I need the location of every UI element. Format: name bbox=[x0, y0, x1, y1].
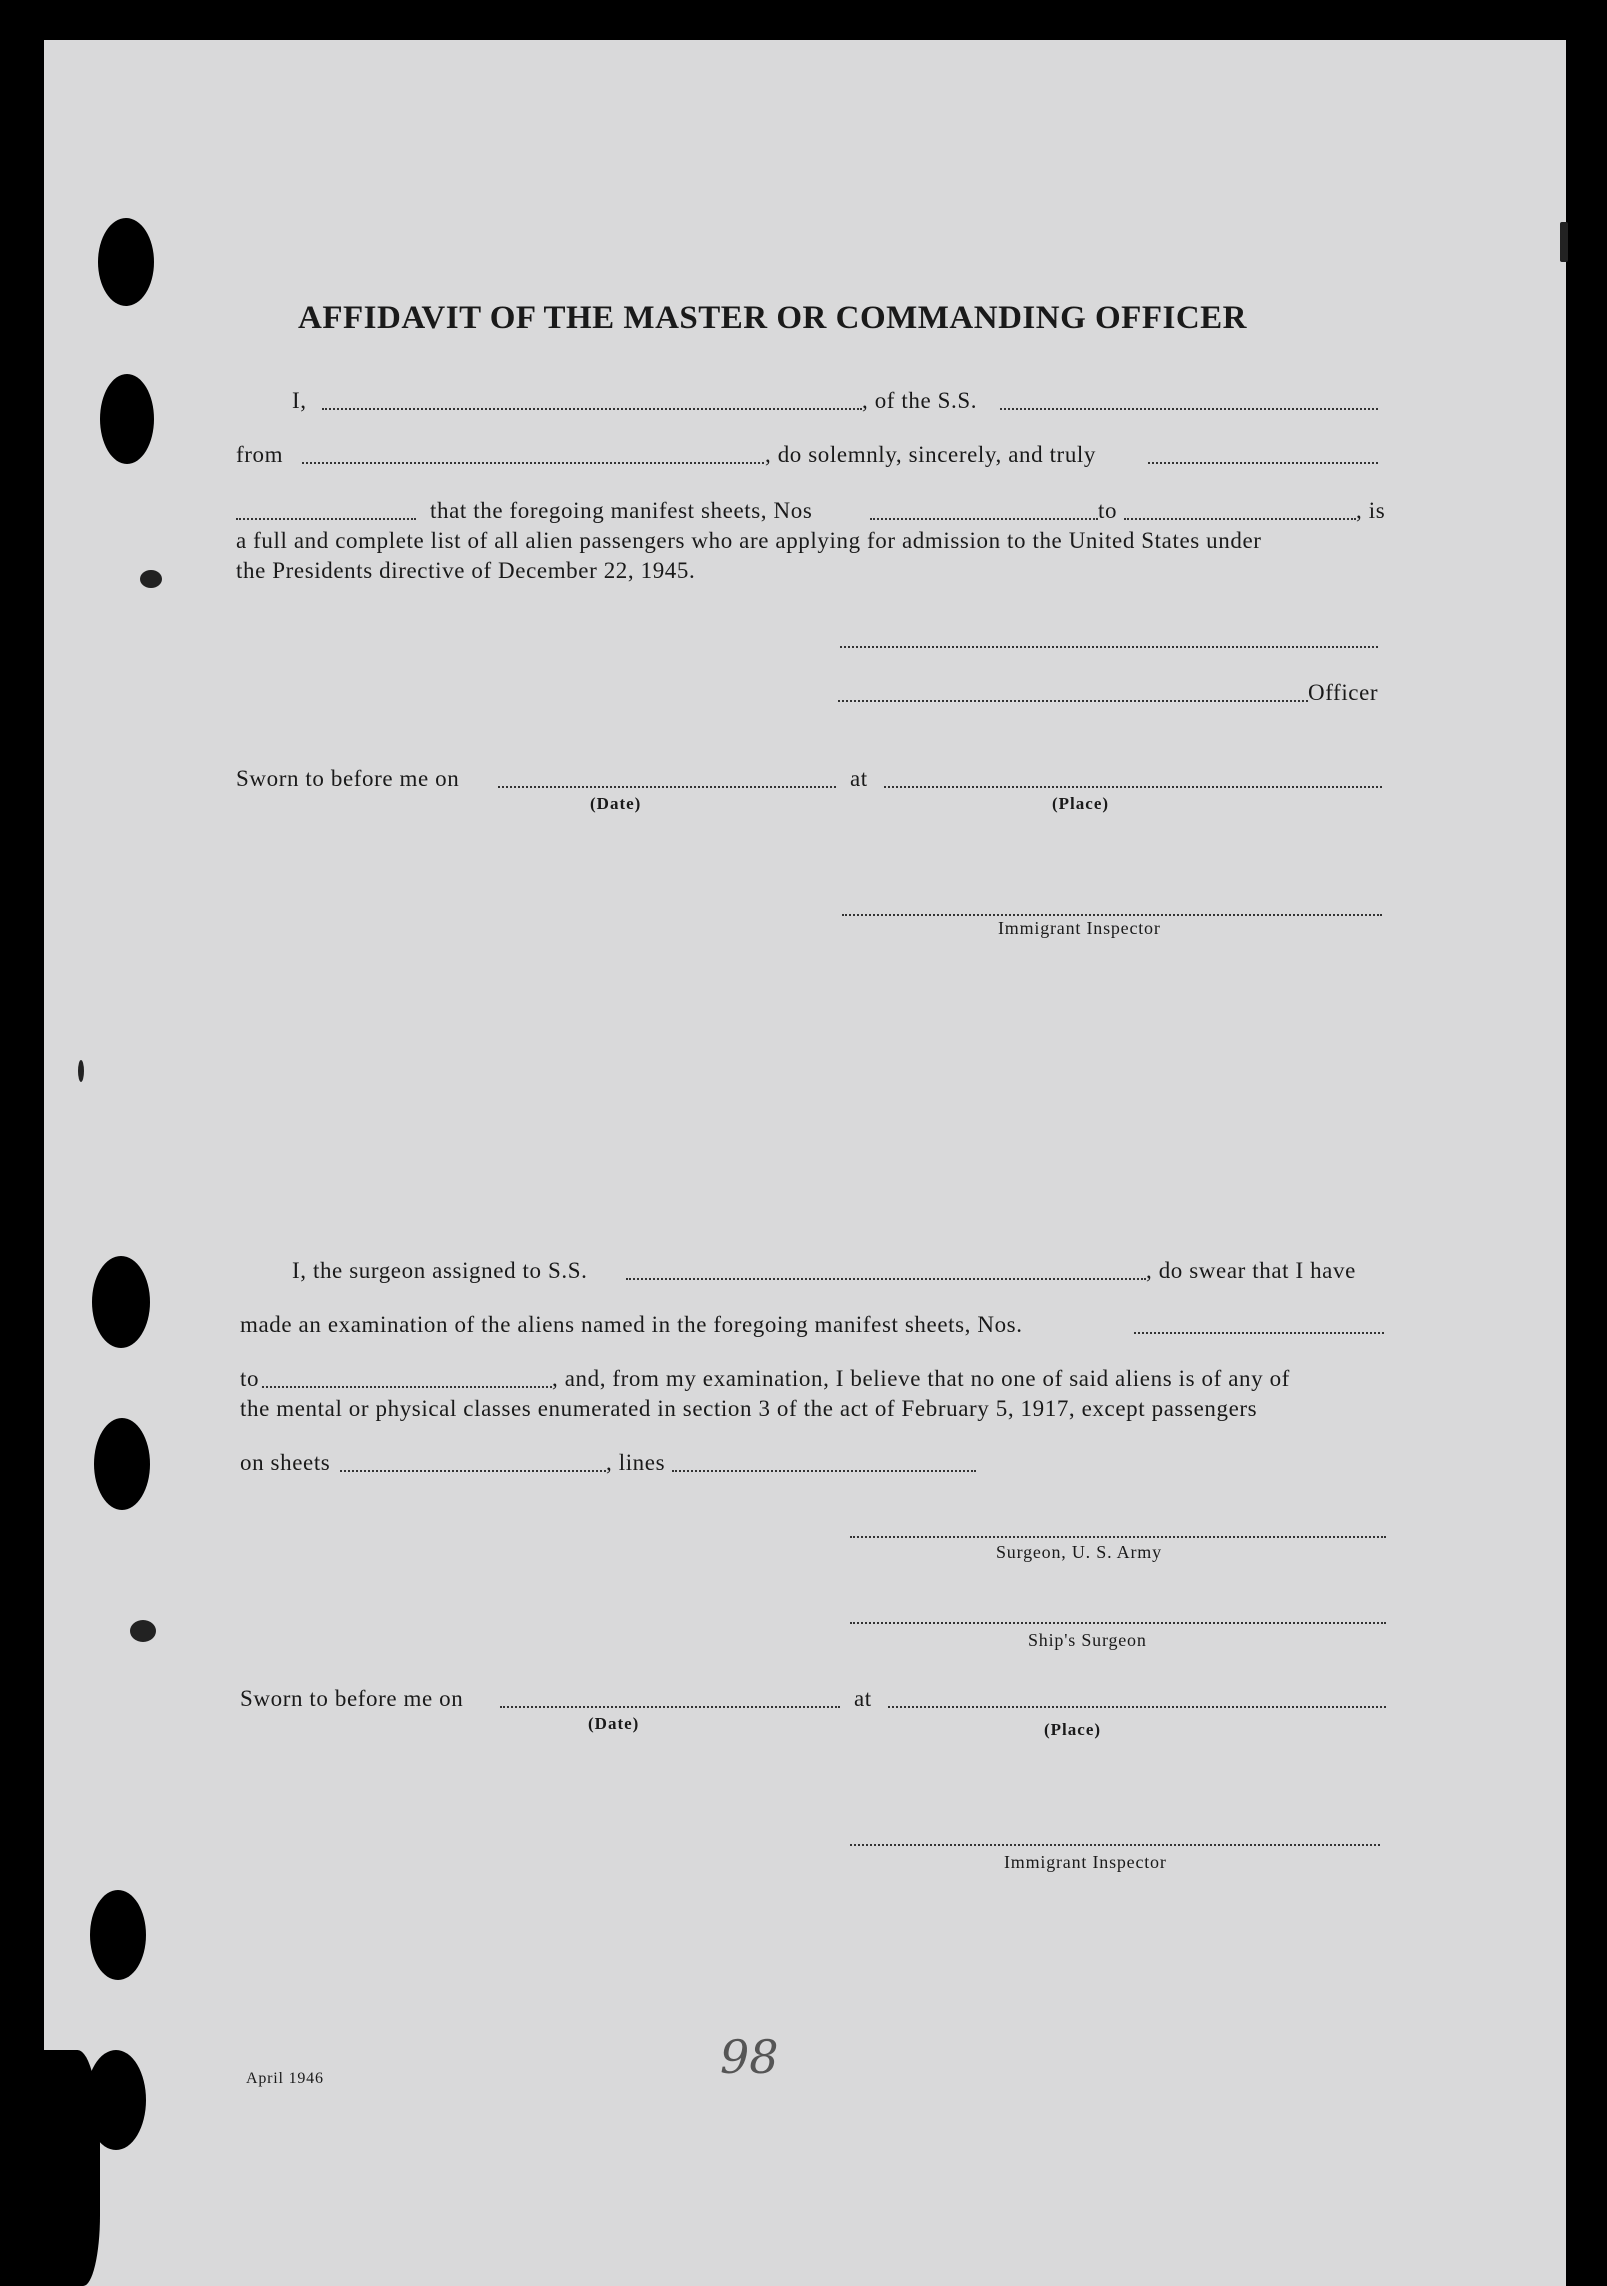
punch-hole bbox=[100, 374, 154, 464]
master-line4: the Presidents directive of December 22, 1945. bbox=[236, 558, 696, 583]
surgeon-sworn-label: Sworn to before me on bbox=[240, 1686, 464, 1711]
master-sworn-label: Sworn to before me on bbox=[236, 766, 460, 791]
foregoing-text: that the foregoing manifest sheets, Nos bbox=[430, 498, 813, 523]
master-inspector-line[interactable] bbox=[842, 914, 1382, 916]
master-i-label: I, bbox=[292, 388, 307, 413]
ship-name-line[interactable] bbox=[1000, 408, 1378, 410]
master-name-line[interactable] bbox=[322, 408, 862, 410]
surgeon-line3-rest: , and, from my examination, I believe that no one of said aliens is of any of bbox=[552, 1366, 1290, 1391]
officer-label: Officer bbox=[1308, 680, 1379, 705]
form-date: April 1946 bbox=[246, 2070, 324, 2087]
surgeon-date-caption: (Date) bbox=[588, 1714, 640, 1733]
form-sheet bbox=[44, 40, 1566, 2286]
punch-hole bbox=[94, 1418, 150, 1510]
speck bbox=[1560, 222, 1568, 262]
swear-text: , do swear that I have bbox=[1146, 1258, 1356, 1283]
ship-surgeon-label: Ship's Surgeon bbox=[1028, 1630, 1147, 1650]
surgeon-to-label: to bbox=[240, 1366, 260, 1391]
handwritten-number: 98 bbox=[720, 2030, 779, 2084]
to-label: to bbox=[1098, 498, 1118, 523]
master-at-label: at bbox=[850, 766, 868, 791]
army-surgeon-line[interactable] bbox=[850, 1536, 1386, 1538]
speck bbox=[130, 1620, 156, 1642]
surgeon-date-line[interactable] bbox=[500, 1706, 840, 1708]
sheets-to-line[interactable] bbox=[1124, 518, 1356, 520]
surgeon-line2: made an examination of the aliens named in the foregoing manifest sheets, Nos. bbox=[240, 1312, 1023, 1337]
surgeon-sheets-from-line[interactable] bbox=[1134, 1332, 1384, 1334]
punch-hole bbox=[90, 1890, 146, 1980]
surgeon-place-line[interactable] bbox=[888, 1706, 1386, 1708]
officer-signature-line-2[interactable] bbox=[838, 700, 1308, 702]
surgeon-line1: I, the surgeon assigned to S.S. bbox=[292, 1258, 588, 1283]
on-sheets-line[interactable] bbox=[340, 1470, 606, 1472]
master-place-caption: (Place) bbox=[1052, 794, 1110, 813]
form-title: AFFIDAVIT OF THE MASTER OR COMMANDING OFFICER bbox=[298, 300, 1247, 336]
lines-label: , lines bbox=[606, 1450, 666, 1475]
solemnly-line[interactable] bbox=[1148, 462, 1378, 464]
punch-hole bbox=[98, 218, 154, 306]
surgeon-inspector-line[interactable] bbox=[850, 1844, 1380, 1846]
master-line3: a full and complete list of all alien passengers who are applying for admission to the United States under bbox=[236, 528, 1262, 553]
surgeon-inspector-label: Immigrant Inspector bbox=[1004, 1852, 1167, 1872]
ship-surgeon-line[interactable] bbox=[850, 1622, 1386, 1624]
lines-line[interactable] bbox=[672, 1470, 976, 1472]
solemnly-text: , do solemnly, sincerely, and truly bbox=[765, 442, 1097, 467]
from-port-line[interactable] bbox=[302, 462, 764, 464]
speck bbox=[78, 1060, 84, 1082]
master-date-line[interactable] bbox=[498, 786, 836, 788]
officer-signature-line-1[interactable] bbox=[840, 646, 1378, 648]
of-ss-label: , of the S.S. bbox=[862, 388, 978, 413]
speck bbox=[140, 570, 162, 588]
on-sheets-label: on sheets bbox=[240, 1450, 331, 1475]
surgeon-place-caption: (Place) bbox=[1044, 1720, 1102, 1739]
army-surgeon-label: Surgeon, U. S. Army bbox=[996, 1542, 1162, 1562]
surgeon-at-label: at bbox=[854, 1686, 872, 1711]
master-date-caption: (Date) bbox=[590, 794, 642, 813]
from-label: from bbox=[236, 442, 284, 467]
surgeon-ship-line[interactable] bbox=[626, 1278, 1146, 1280]
surgeon-sheets-to-line[interactable] bbox=[262, 1386, 552, 1388]
declaration-line[interactable] bbox=[236, 518, 416, 520]
master-place-line[interactable] bbox=[884, 786, 1382, 788]
is-label: , is bbox=[1356, 498, 1386, 523]
master-inspector-label: Immigrant Inspector bbox=[998, 918, 1161, 938]
punch-hole bbox=[92, 1256, 150, 1348]
torn-corner bbox=[44, 2050, 100, 2286]
sheets-from-line[interactable] bbox=[870, 518, 1098, 520]
surgeon-line4: the mental or physical classes enumerated in section 3 of the act of February 5, 1917, except passengers bbox=[240, 1396, 1258, 1421]
